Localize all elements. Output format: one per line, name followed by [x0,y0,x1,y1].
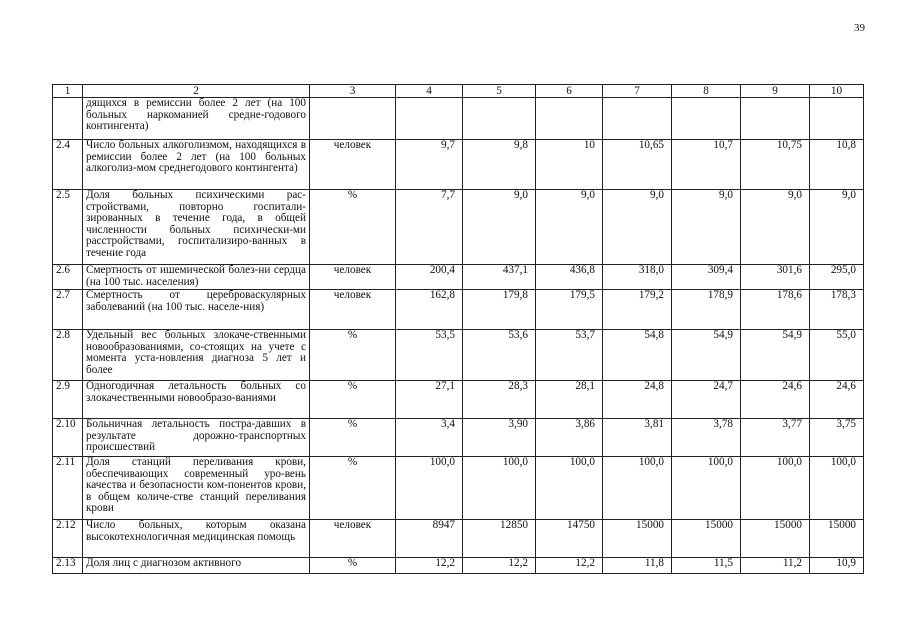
table-row [53,457,864,520]
value-cell: 15000 [603,520,672,558]
value-cell: 301,6 [741,265,810,290]
row-number: 2.13 [53,558,83,574]
value-cell: 10,9 [810,558,864,574]
column-header: 1 [53,85,83,98]
unit [310,98,396,140]
value-cell: 8947 [396,520,463,558]
row-number: 2.12 [53,520,83,558]
indicator-name: Удельный вес больных злокаче-ственными новообразованиями, со-стоящих на учете с момента уста-новления диагноза 5 лет и более [83,330,310,381]
value-cell: 3,81 [603,419,672,457]
value-cell: 9,7 [396,140,463,190]
unit: % [310,381,396,419]
indicator-name: Смертность от ишемической болез-ни сердца (на 100 тыс. населения) [83,265,310,290]
table-row [53,419,864,457]
value-cell: 10 [536,140,603,190]
value-cell: 54,9 [672,330,741,381]
value-cell: 9,0 [741,190,810,265]
value-cell: 9,0 [536,190,603,265]
row-number: 2.6 [53,265,83,290]
value-cell: 100,0 [672,457,741,520]
unit: человек [310,140,396,190]
value-cell: 24,8 [603,381,672,419]
value-cell: 3,75 [810,419,864,457]
value-cell: 179,2 [603,290,672,330]
value-cell: 3,90 [463,419,536,457]
table-row [53,140,864,190]
value-cell: 309,4 [672,265,741,290]
value-cell: 53,6 [463,330,536,381]
value-cell: 295,0 [810,265,864,290]
indicator-name: Больничная летальность постра-давших в результате дорожно-транспортных происшествий [83,419,310,457]
value-cell: 9,0 [810,190,864,265]
value-cell: 12,2 [536,558,603,574]
value-cell: 162,8 [396,290,463,330]
value-cell: 178,9 [672,290,741,330]
value-cell: 14750 [536,520,603,558]
unit: человек [310,290,396,330]
row-number: 2.4 [53,140,83,190]
row-number: 2.5 [53,190,83,265]
value-cell: 53,7 [536,330,603,381]
table-row [53,290,864,330]
table-row [53,381,864,419]
value-cell: 200,4 [396,265,463,290]
value-cell: 11,2 [741,558,810,574]
row-number: 2.9 [53,381,83,419]
indicators-table [52,84,864,574]
value-cell [741,98,810,140]
indicator-name: Доля больных психическими рас-стройствами, повторно госпитали-зированных в течение года, в общей численности больных психически-ми расстройствами, госпитализиро-ванных в течение года [83,190,310,265]
value-cell: 3,86 [536,419,603,457]
column-header: 6 [536,85,603,98]
value-cell: 9,0 [603,190,672,265]
value-cell: 12,2 [396,558,463,574]
value-cell: 7,7 [396,190,463,265]
row-number: 2.10 [53,419,83,457]
column-header: 5 [463,85,536,98]
column-header: 4 [396,85,463,98]
value-cell: 55,0 [810,330,864,381]
unit: человек [310,520,396,558]
value-cell [810,98,864,140]
value-cell: 10,8 [810,140,864,190]
column-header: 2 [83,85,310,98]
column-header: 9 [741,85,810,98]
value-cell: 178,6 [741,290,810,330]
value-cell: 3,4 [396,419,463,457]
value-cell [536,98,603,140]
unit: % [310,190,396,265]
value-cell: 3,77 [741,419,810,457]
value-cell: 24,7 [672,381,741,419]
value-cell: 3,78 [672,419,741,457]
value-cell: 100,0 [603,457,672,520]
unit: % [310,330,396,381]
value-cell: 54,8 [603,330,672,381]
column-header: 7 [603,85,672,98]
value-cell [603,98,672,140]
value-cell: 24,6 [741,381,810,419]
column-header: 8 [672,85,741,98]
table-row [53,520,864,558]
table-row [53,190,864,265]
value-cell: 12850 [463,520,536,558]
table-row [53,98,864,140]
value-cell: 54,9 [741,330,810,381]
value-cell: 9,8 [463,140,536,190]
page-number: 39 [854,22,865,34]
value-cell: 436,8 [536,265,603,290]
value-cell: 179,8 [463,290,536,330]
column-header: 3 [310,85,396,98]
value-cell: 11,8 [603,558,672,574]
value-cell: 11,5 [672,558,741,574]
indicator-name: Число больных, которым оказана высокотехнологичная медицинская помощь [83,520,310,558]
value-cell: 12,2 [463,558,536,574]
value-cell: 10,75 [741,140,810,190]
value-cell: 9,0 [463,190,536,265]
row-number: 2.8 [53,330,83,381]
value-cell [463,98,536,140]
value-cell: 100,0 [741,457,810,520]
indicator-name: дящихся в ремиссии более 2 лет (на 100 больных наркоманией средне-годового контингента) [83,98,310,140]
table-row [53,330,864,381]
value-cell: 15000 [810,520,864,558]
row-number: 2.11 [53,457,83,520]
row-number [53,98,83,140]
value-cell: 28,3 [463,381,536,419]
value-cell: 100,0 [810,457,864,520]
value-cell: 100,0 [536,457,603,520]
value-cell: 10,7 [672,140,741,190]
unit: человек [310,265,396,290]
value-cell: 10,65 [603,140,672,190]
column-header: 10 [810,85,864,98]
value-cell: 53,5 [396,330,463,381]
table-row [53,265,864,290]
value-cell: 9,0 [672,190,741,265]
value-cell: 24,6 [810,381,864,419]
unit: % [310,419,396,457]
value-cell: 437,1 [463,265,536,290]
value-cell: 100,0 [463,457,536,520]
value-cell: 318,0 [603,265,672,290]
indicator-name: Доля станций переливания крови, обеспечивающих современный уро-вень качества и безопасности ком-понентов крови, в общем количе-стве станций переливания крови [83,457,310,520]
value-cell: 100,0 [396,457,463,520]
indicator-name: Доля лиц с диагнозом активного [83,558,310,574]
unit: % [310,457,396,520]
value-cell: 15000 [672,520,741,558]
value-cell: 15000 [741,520,810,558]
value-cell [672,98,741,140]
value-cell: 178,3 [810,290,864,330]
unit: % [310,558,396,574]
value-cell: 179,5 [536,290,603,330]
indicator-name: Одногодичная летальность больных со злокачественными новообразо-ваниями [83,381,310,419]
row-number: 2.7 [53,290,83,330]
indicator-name: Число больных алкоголизмом, находящихся в ремиссии более 2 лет (на 100 больных алкоголиз-мом среднегодового контингента) [83,140,310,190]
value-cell [396,98,463,140]
column-header-row [53,85,864,98]
value-cell: 28,1 [536,381,603,419]
table-row [53,558,864,574]
value-cell: 27,1 [396,381,463,419]
indicator-name: Смертность от цереброваскулярных заболеваний (на 100 тыс. населе-ния) [83,290,310,330]
